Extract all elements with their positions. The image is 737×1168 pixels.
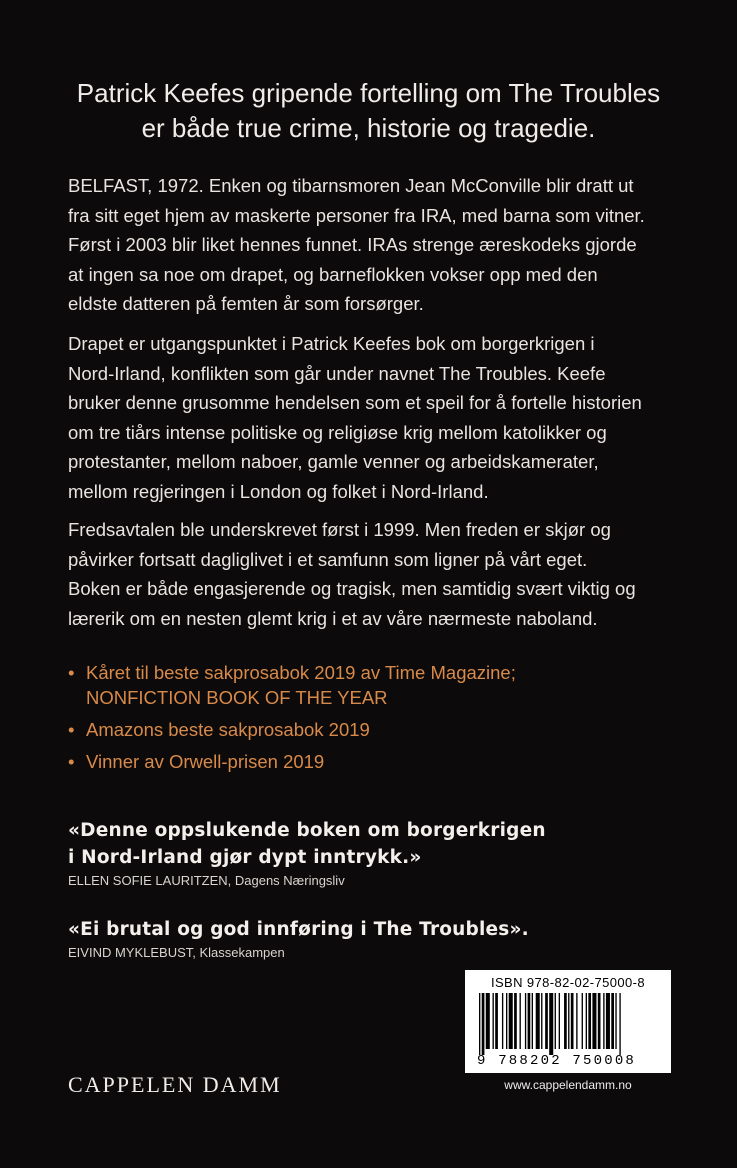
paragraph-1 xyxy=(68,171,708,342)
award-text: Kåret til beste sakprosabok 2019 av Time Magazine; xyxy=(86,662,516,683)
paragraph-line: Først i 2003 blir liket hennes funnet. IRAs strenge æreskodeks gjorde xyxy=(68,234,637,255)
bullet-icon: • xyxy=(68,751,75,772)
review-quote-1 xyxy=(68,817,688,890)
barcode-bars-icon xyxy=(473,993,663,1055)
awards-list xyxy=(68,660,688,781)
paragraph-line: Boken er både engasjerende og tragisk, men samtidig svært viktig og xyxy=(68,578,636,599)
paragraph-line: påvirker fortsatt dagliglivet i et samfunn som ligner på vårt eget. xyxy=(68,548,588,570)
paragraph-line: Nord-Irland, konflikten som går under navnet The Troubles. Keefe xyxy=(68,362,606,384)
award-item xyxy=(68,717,688,742)
paragraph-line: om tre tiårs intense politiske og religiøse krig mellom katolikker og xyxy=(68,421,607,443)
quote-text xyxy=(68,916,688,943)
paragraph-line: lærerik om en nesten glemt krig i et av våre nærmeste naboland. xyxy=(68,607,598,629)
publisher-logo: CAPPELEN DAMM xyxy=(68,1072,282,1097)
paragraph-line: protestanter, mellom naboer, gamle venner og arbeidskamerater, xyxy=(68,451,599,472)
publisher-url: www.cappelendamm.no xyxy=(465,1073,671,1098)
tagline xyxy=(0,76,737,146)
award-text: NONFICTION BOOK OF THE YEAR xyxy=(86,687,388,708)
paragraph-line: BELFAST, 1972. Enken og tibarnsmoren Jean McConville blir dratt ut xyxy=(68,175,634,196)
quote-source: ELLEN SOFIE LAURITZEN, Dagens Næringsliv xyxy=(68,873,345,888)
award-text: Vinner av Orwell-prisen 2019 xyxy=(86,751,325,772)
paragraph-line: bruker denne grusomme hendelsen som et speil for å fortelle historien xyxy=(68,392,642,413)
award-item xyxy=(68,749,688,774)
paragraph-line: at ingen sa noe om drapet, og barneflokken vokser opp med den xyxy=(68,263,598,285)
quote-line: «Denne oppslukende boken om borgerkrigen xyxy=(68,820,546,841)
quote-text xyxy=(68,817,688,871)
review-quote-2 xyxy=(68,916,688,962)
award-text: Amazons beste sakprosabok 2019 xyxy=(86,719,370,740)
award-item xyxy=(68,660,688,710)
paragraph-line: fra sitt eget hjem av maskerte personer fra IRA, med barna som vitner. xyxy=(68,204,645,226)
barcode-digits: 9 788202 750008 xyxy=(477,1053,637,1069)
paragraph-3 xyxy=(68,515,708,656)
barcode xyxy=(465,970,671,1098)
paragraph-line: Drapet er utgangspunktet i Patrick Keefes bok om borgerkrigen i xyxy=(68,333,595,354)
paragraph-line: eldste datteren på femten år som forsørger. xyxy=(68,293,424,314)
paragraph-2 xyxy=(68,329,708,529)
quote-line: i Nord-Irland gjør dypt inntrykk.» xyxy=(68,847,422,868)
bullet-icon: • xyxy=(68,719,75,740)
tagline-line-1: Patrick Keefes gripende fortelling om The Troubles xyxy=(76,78,661,108)
quote-source: EIVIND MYKLEBUST, Klassekampen xyxy=(68,945,285,960)
paragraph-line: Fredsavtalen ble underskrevet først i 1999. Men freden er skjør og xyxy=(68,519,611,540)
tagline-line-2: er både true crime, historie og tragedie. xyxy=(141,113,596,143)
bullet-icon: • xyxy=(68,662,75,683)
quote-line: «Ei brutal og god innføring i The Troubles». xyxy=(68,919,529,940)
paragraph-line: mellom regjeringen i London og folket i Nord-Irland. xyxy=(68,480,489,502)
isbn-label: ISBN 978-82-02-75000-8 xyxy=(490,975,646,990)
